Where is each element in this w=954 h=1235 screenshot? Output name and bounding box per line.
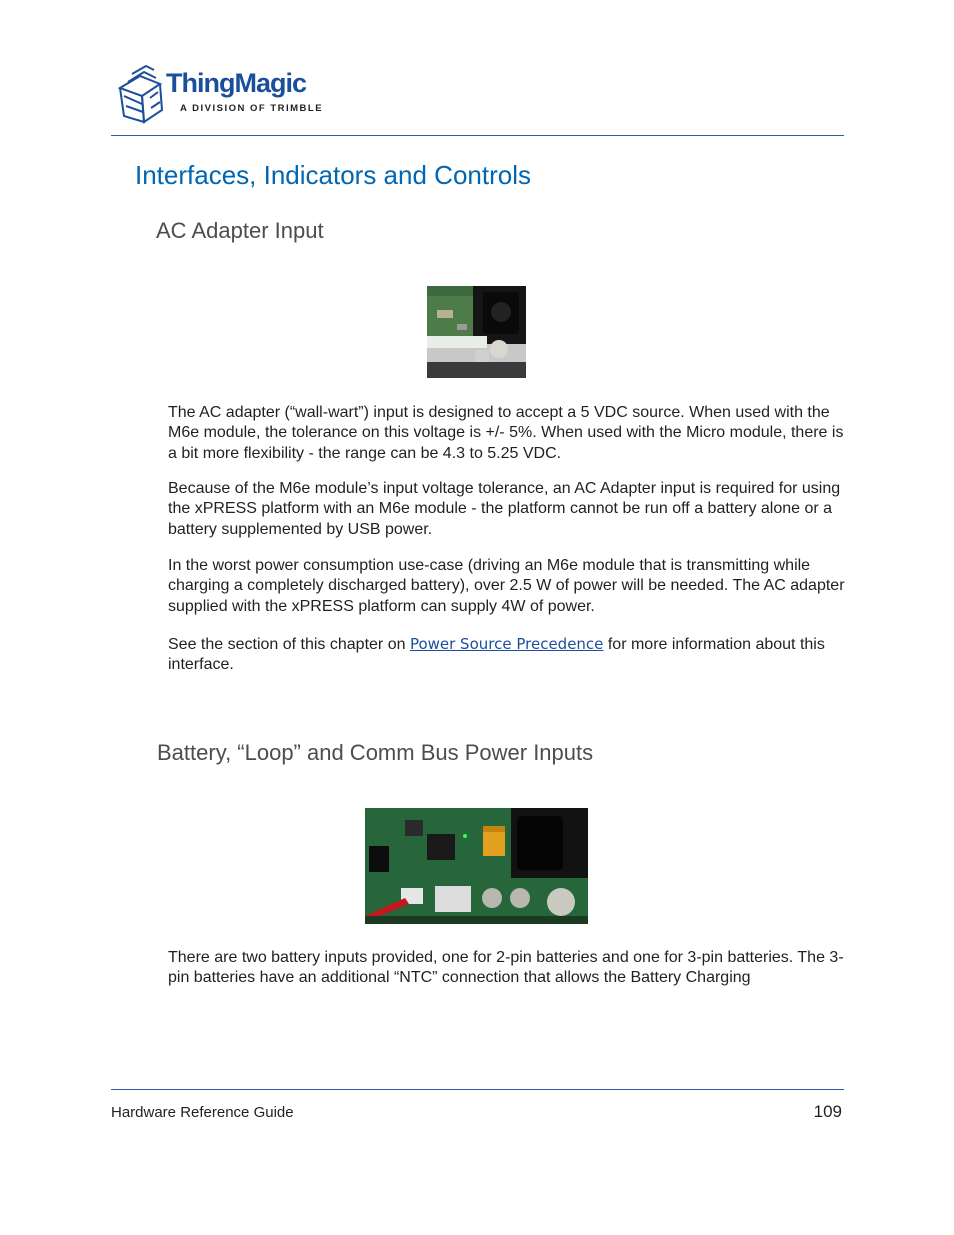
- ac-paragraph-1: The AC adapter (“wall-wart”) input is designed to accept a 5 VDC source. When used with the M6e module, the tolerance on this voltage is +/- 5%. When used with the Micro module, there is a bit more flexibility - the range can be 4.3 to 5.25 VDC.: [168, 404, 844, 462]
- footer-rule: [111, 1089, 844, 1090]
- page-title: Interfaces, Indicators and Controls: [135, 160, 531, 190]
- see-also-suffix: for more information about this interface.: [168, 636, 825, 674]
- brand-tagline: A DIVISION OF TRIMBLE: [180, 103, 324, 114]
- section-heading-battery: Battery, “Loop” and Comm Bus Power Inputs: [157, 740, 594, 765]
- see-also-prefix: See the section of this chapter on: [168, 636, 410, 653]
- ac-paragraph-2: Because of the M6e module’s input voltage tolerance, an AC Adapter input is required for using the xPRESS platform with an M6e module - the platform cannot be run off a battery alone or a battery supplemented by USB power.: [168, 480, 841, 538]
- header-rule: [111, 135, 844, 136]
- logo-cube-icon: [114, 62, 168, 124]
- power-source-precedence-link[interactable]: Power Source Precedence: [409, 635, 604, 653]
- brand-name: ThingMagic: [166, 68, 306, 98]
- ac-paragraph-3: In the worst power consumption use-case (driving an M6e module that is transmitting while charging a completely discharged battery), over 2.5 W of power will be needed. The AC adapter supplied with the xPRESS platform can supply 4W of power.: [168, 557, 845, 615]
- footer-doc-title: Hardware Reference Guide: [111, 1104, 294, 1121]
- section-heading-ac-adapter: AC Adapter Input: [156, 218, 324, 243]
- ac-adapter-photo: [427, 286, 526, 378]
- footer-page-number: 109: [813, 1102, 842, 1121]
- battery-board-photo: [365, 808, 588, 924]
- thingmagic-logo: [114, 62, 334, 124]
- battery-paragraph: There are two battery inputs provided, one for 2-pin batteries and one for 3-pin batteries. The 3-pin batteries have an additional “NTC” connection that allows the Battery Charging: [168, 949, 844, 987]
- ac-see-also: [168, 634, 848, 676]
